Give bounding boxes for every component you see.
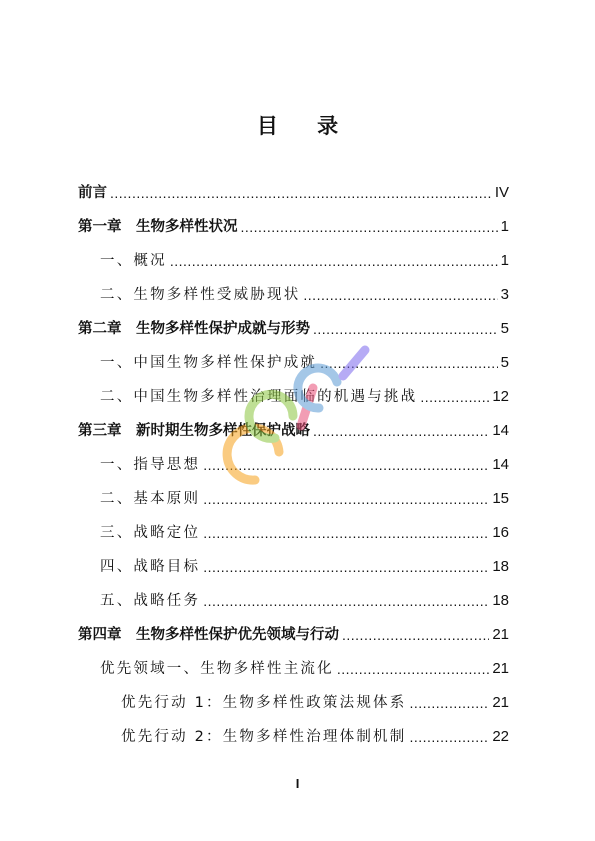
toc-entry-chapter-2[interactable] [78, 308, 509, 338]
dot-leader [110, 184, 492, 202]
toc-entry-1-2[interactable] [100, 274, 509, 304]
toc-entry-chapter-4[interactable] [78, 614, 509, 644]
toc-page-number: 1 [500, 252, 509, 269]
toc-entry-1-1[interactable] [100, 240, 509, 270]
toc-page-number: 15 [492, 490, 509, 507]
dot-leader [337, 660, 490, 678]
toc-label: 第四章 生物多样性保护优先领域与行动 [78, 627, 339, 643]
toc-entry-priority-action-2[interactable] [121, 716, 509, 746]
toc-entry-3-1[interactable] [100, 444, 509, 474]
dot-leader [203, 558, 489, 576]
toc-page-number: 21 [492, 694, 509, 711]
toc-entry-2-2[interactable] [100, 376, 509, 406]
toc-entry-3-4[interactable] [100, 546, 509, 576]
toc-label: 优先行动 1：生物多样性政策法规体系 [121, 695, 407, 711]
toc-label: 一、指导思想 [100, 457, 201, 473]
toc-label: 一、中国生物多样性保护成就 [100, 355, 318, 371]
toc-page-number: 5 [500, 354, 509, 371]
dot-leader [320, 354, 498, 372]
toc-entry-priority-action-1[interactable] [121, 682, 509, 712]
dot-leader [409, 694, 489, 712]
dot-leader [420, 388, 489, 406]
toc-label: 三、战略定位 [100, 525, 201, 541]
dot-leader [203, 524, 489, 542]
dot-leader [313, 320, 498, 338]
toc-entry-3-3[interactable] [100, 512, 509, 542]
page-title: 目 录 [256, 114, 355, 138]
toc-page-number: 3 [500, 286, 509, 303]
toc-page-number: 18 [492, 558, 509, 575]
toc-label: 一、概况 [100, 253, 167, 269]
toc-label: 四、战略目标 [100, 559, 201, 575]
dot-leader [313, 422, 489, 440]
dot-leader [203, 456, 489, 474]
dot-leader [170, 252, 498, 270]
toc-entry-chapter-3[interactable] [78, 410, 509, 440]
toc-entry-3-2[interactable] [100, 478, 509, 508]
toc-page-number: 14 [492, 422, 509, 439]
toc-page-number: 5 [500, 320, 509, 337]
toc-entry-chapter-1[interactable] [78, 206, 509, 236]
dot-leader [409, 728, 489, 746]
toc-page-number: 14 [492, 456, 509, 473]
toc-page-number: 16 [492, 524, 509, 541]
toc-page-number: IV [494, 184, 509, 201]
toc-label: 第二章 生物多样性保护成就与形势 [78, 321, 310, 337]
dot-leader [342, 626, 489, 644]
toc-page-number: 12 [492, 388, 509, 405]
toc-label: 优先行动 2：生物多样性治理体制机制 [121, 729, 407, 745]
toc-entry-preface[interactable] [78, 172, 509, 202]
toc-entry-2-1[interactable] [100, 342, 509, 372]
toc-label: 二、中国生物多样性治理面临的机遇与挑战 [100, 389, 418, 405]
toc-entry-priority-area-1[interactable] [100, 648, 509, 678]
toc-page-number: 22 [492, 728, 509, 745]
toc-label: 第三章 新时期生物多样性保护战略 [78, 423, 310, 439]
page-number: I [295, 776, 300, 791]
toc-label: 二、生物多样性受威胁现状 [100, 287, 301, 303]
dot-leader [303, 286, 497, 304]
toc-label: 二、基本原则 [100, 491, 201, 507]
toc-page-number: 1 [500, 218, 509, 235]
dot-leader [203, 592, 489, 610]
dot-leader [203, 490, 489, 508]
toc-label: 第一章 生物多样性状况 [78, 219, 238, 235]
dot-leader [241, 218, 498, 236]
toc-label: 五、战略任务 [100, 593, 201, 609]
toc-label: 前言 [78, 185, 107, 201]
toc-entry-3-5[interactable] [100, 580, 509, 610]
toc-page-number: 21 [492, 660, 509, 677]
toc-label: 优先领域一、生物多样性主流化 [100, 661, 334, 677]
toc-page-number: 18 [492, 592, 509, 609]
toc-page-number: 21 [492, 626, 509, 643]
